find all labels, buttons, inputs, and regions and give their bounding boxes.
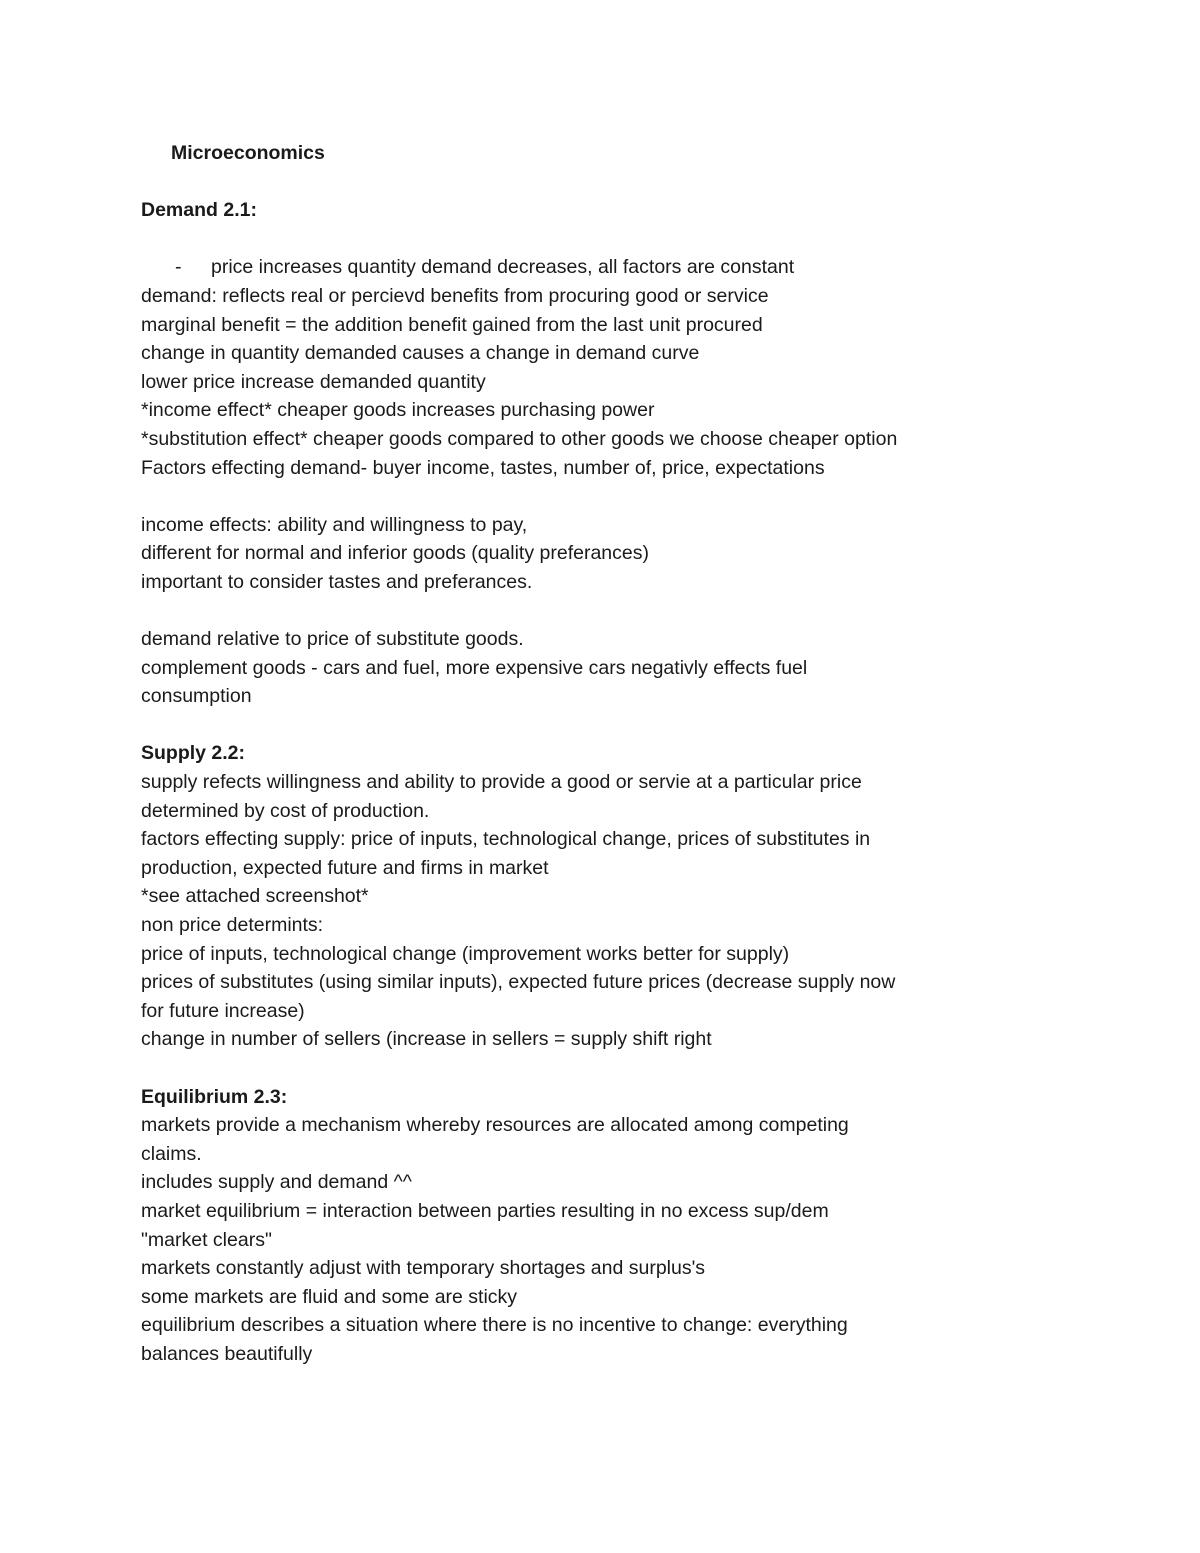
spacer [141,225,1041,254]
demand-line: change in quantity demanded causes a change in demand curve [141,342,700,365]
supply-heading: Supply 2.2: [141,742,246,765]
spacer [141,597,1041,626]
demand-line: income effects: ability and willingness to pay, [141,513,528,536]
demand-line: different for normal and inferior goods (quality preferances) [141,542,649,565]
supply-line: determined by cost of production. [141,799,430,822]
demand-line: *substitution effect* cheaper goods compared to other goods we choose cheaper option [141,427,898,450]
equilibrium-line: claims. [141,1142,202,1165]
equilibrium-line: market equilibrium = interaction between parties resulting in no excess sup/dem [141,1199,829,1222]
supply-line: for future increase) [141,999,305,1022]
demand-bullet [141,253,1041,282]
supply-line: prices of substitutes (using similar inputs), expected future prices (decrease supply now [141,971,896,994]
equilibrium-line: markets constantly adjust with temporary shortages and surplus's [141,1257,706,1280]
spacer [141,482,1041,511]
supply-line: factors effecting supply: price of inputs, technological change, prices of substitutes in [141,828,871,851]
demand-line: *income effect* cheaper goods increases purchasing power [141,399,655,422]
demand-line: marginal benefit = the addition benefit gained from the last unit procured [141,313,763,336]
equilibrium-line: "market clears" [141,1228,272,1251]
demand-bullet-text: price increases quantity demand decreases, all factors are constant [211,256,795,279]
equilibrium-line: balances beautifully [141,1342,313,1365]
equilibrium-line: markets provide a mechanism whereby resources are allocated among competing [141,1114,849,1137]
demand-line: consumption [141,685,252,708]
document-title: Microeconomics [171,142,325,164]
equilibrium-line: includes supply and demand ^^ [141,1171,412,1194]
demand-line: demand: reflects real or percievd benefits from procuring good or service [141,284,769,307]
supply-line: non price determints: [141,914,324,937]
spacer [141,711,1041,740]
demand-line: important to consider tastes and preferances. [141,570,533,593]
equilibrium-heading: Equilibrium 2.3: [141,1085,288,1108]
supply-line: price of inputs, technological change (improvement works better for supply) [141,942,790,965]
demand-line: lower price increase demanded quantity [141,370,486,393]
demand-heading: Demand 2.1: [141,199,257,222]
spacer [141,168,1041,197]
supply-line: change in number of sellers (increase in sellers = supply shift right [141,1028,712,1051]
equilibrium-line: equilibrium describes a situation where there is no incentive to change: everything [141,1314,848,1337]
supply-line: supply refects willingness and ability to provide a good or servie at a particular price [141,771,862,794]
demand-line: Factors effecting demand- buyer income, tastes, number of, price, expectations [141,456,825,479]
spacer [141,1054,1041,1083]
demand-line: complement goods - cars and fuel, more expensive cars negativly effects fuel [141,656,808,679]
equilibrium-line: some markets are fluid and some are sticky [141,1285,518,1308]
bullet-dash: - [175,256,182,279]
demand-line: demand relative to price of substitute goods. [141,628,524,651]
supply-line: *see attached screenshot* [141,885,369,908]
supply-line: production, expected future and firms in market [141,856,549,879]
document-body [141,139,1041,1369]
